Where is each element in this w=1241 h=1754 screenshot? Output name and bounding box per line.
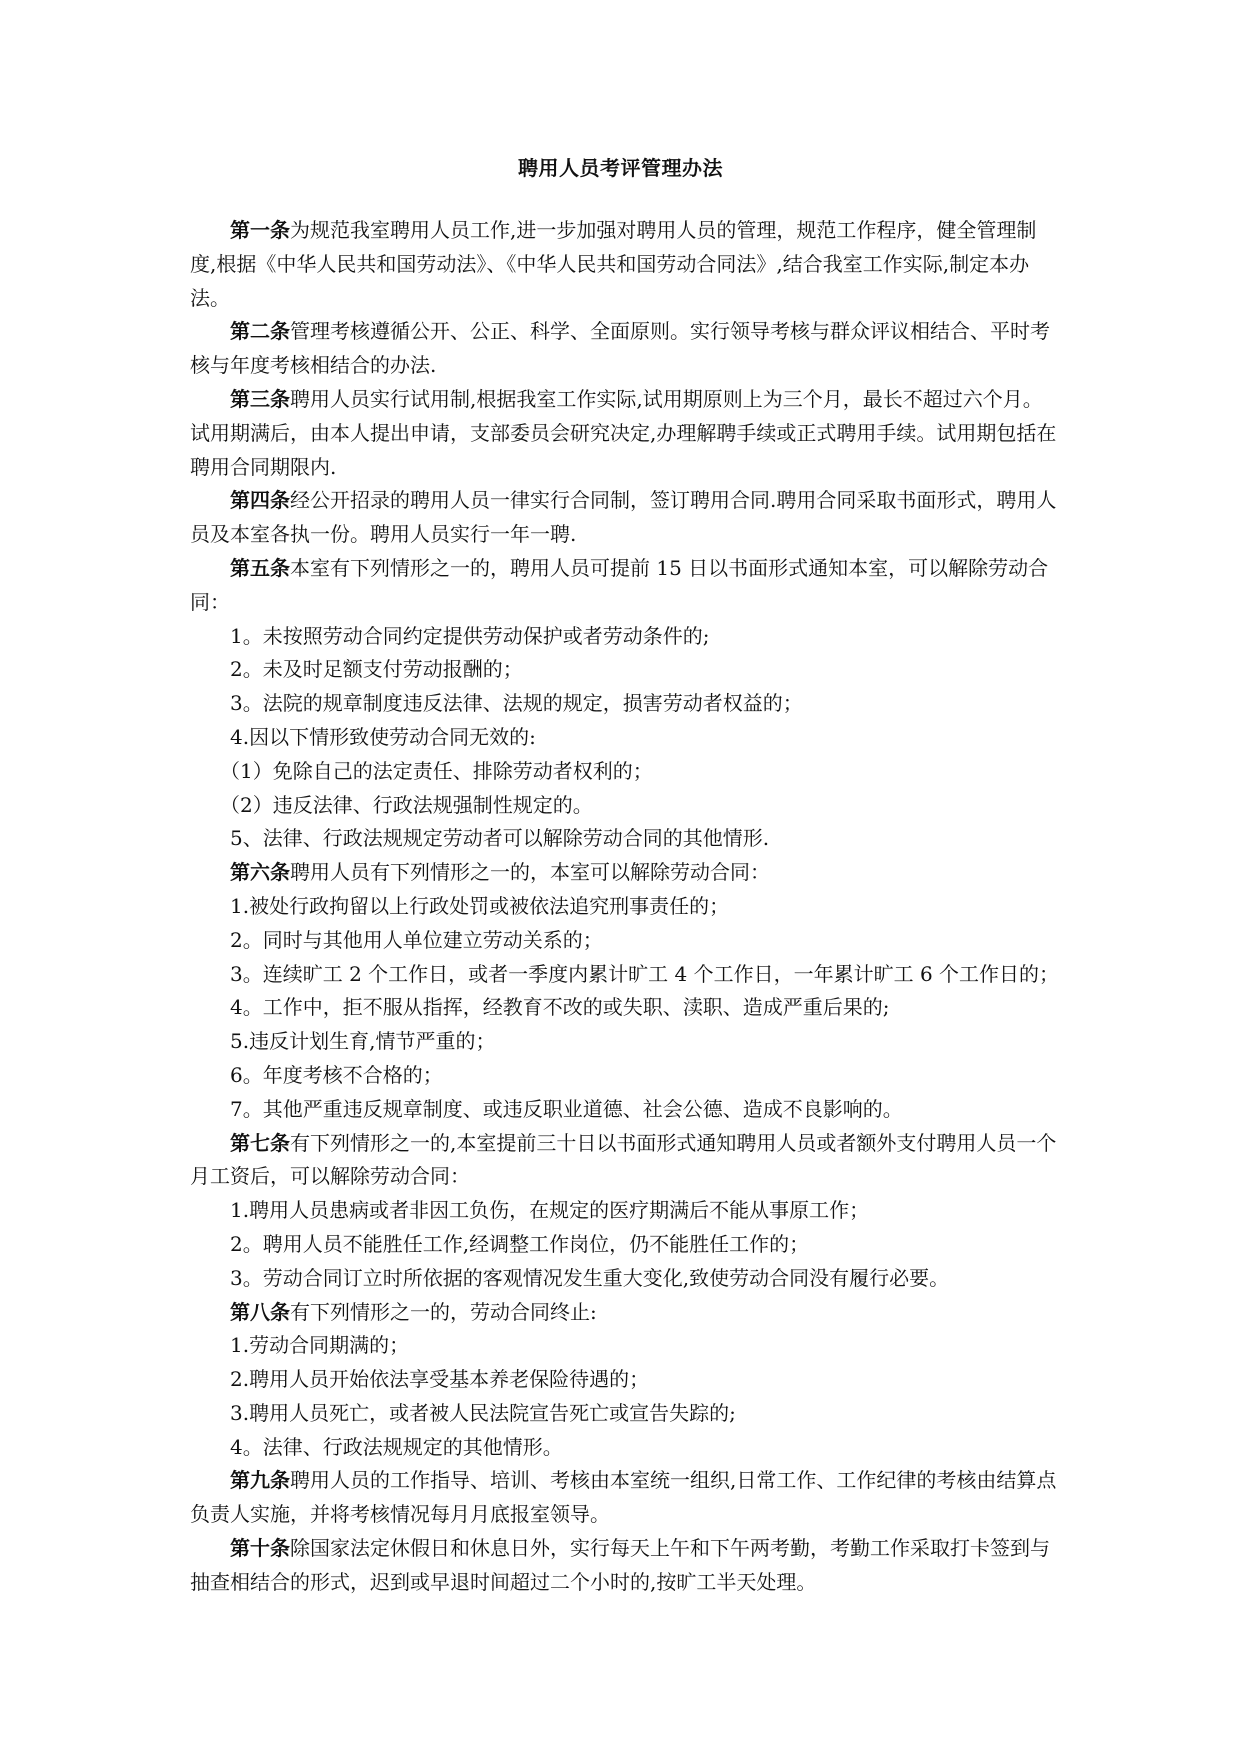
sub-list-item: （1）免除自己的法定责任、排除劳动者权利的； [220, 758, 653, 783]
list-item: 6。年度考核不合格的； [230, 1062, 443, 1087]
list-item: 3。劳动合同订立时所依据的客观情况发生重大变化,致使劳动合同没有履行必要。 [230, 1265, 950, 1290]
list-item: 1。未按照劳动合同约定提供劳动保护或者劳动条件的; [230, 623, 710, 648]
article-text: 经公开招录的聘用人员一律实行合同制，签订聘用合同.聘用合同采取书面形式，聘用人员及本室各执一份。聘用人员实行一年一聘. [190, 488, 1057, 547]
article-heading: 第三条 [230, 386, 290, 411]
article-text: 本室有下列情形之一的，聘用人员可提前 15 日以书面形式通知本室，可以解除劳动合同： [190, 555, 1049, 614]
article-5 [190, 552, 1060, 620]
article-text: 有下列情形之一的，劳动合同终止: [290, 1299, 597, 1324]
article-7 [190, 1127, 1060, 1195]
document-body [190, 214, 1060, 1600]
list-item: 5.违反计划生育,情节严重的； [230, 1029, 496, 1054]
list-item: 2。同时与其他用人单位建立劳动关系的； [230, 927, 603, 952]
article-4 [190, 484, 1060, 552]
article-6 [190, 856, 1060, 890]
list-item: 2。聘用人员不能胜任工作,经调整工作岗位，仍不能胜任工作的； [230, 1231, 810, 1256]
article-8 [190, 1296, 1060, 1330]
list-item: 4。法律、行政法规规定的其他情形。 [230, 1434, 563, 1459]
article-text: 管理考核遵循公开、公正、科学、全面原则。实行领导考核与群众评议相结合、平时考核与年度考核相结合的办法. [190, 319, 1050, 378]
article-2 [190, 315, 1060, 383]
article-text: 聘用人员实行试用制,根据我室工作实际,试用期原则上为三个月，最长不超过六个月。试用期满后，由本人提出申请，支部委员会研究决定,办理解聘手续或正式聘用手续。试用期包括在聘用合同期限内. [190, 386, 1057, 479]
article-heading: 第八条 [230, 1299, 290, 1324]
list-item: 3。法院的规章制度违反法律、法规的规定，损害劳动者权益的； [230, 691, 803, 716]
article-heading: 第七条 [230, 1130, 290, 1155]
list-item: 7。其他严重违反规章制度、或违反职业道德、社会公德、造成不良影响的。 [230, 1096, 903, 1121]
sub-list-item: （2）违反法律、行政法规强制性规定的。 [220, 792, 593, 817]
article-text: 除国家法定休假日和休息日外，实行每天上午和下午两考勤，考勤工作采取打卡签到与抽查相结合的形式，迟到或早退时间超过二个小时的,按旷工半天处理。 [190, 1536, 1050, 1594]
list-item: 2.聘用人员开始依法享受基本养老保险待遇的； [230, 1367, 650, 1392]
article-heading: 第一条 [230, 218, 290, 242]
article-heading: 第五条 [230, 555, 290, 580]
article-10 [190, 1532, 1060, 1600]
article-heading: 第九条 [230, 1468, 290, 1493]
article-text: 为规范我室聘用人员工作,进一步加强对聘用人员的管理，规范工作程序，健全管理制度,根据《中华人民共和国劳动法》、《中华人民共和国劳动合同法》,结合我室工作实际,制定本办法。 [190, 218, 1037, 310]
list-item: 4。工作中，拒不服从指挥，经教育不改的或失职、渎职、造成严重后果的; [230, 995, 890, 1020]
article-heading: 第二条 [230, 319, 290, 344]
article-heading: 第四条 [230, 488, 290, 513]
list-item: 2。未及时足额支付劳动报酬的； [230, 657, 523, 682]
list-item: 4.因以下情形致使劳动合同无效的: [230, 724, 536, 749]
article-3 [190, 383, 1060, 484]
article-1 [190, 214, 1060, 315]
list-item: 5、法律、行政法规规定劳动者可以解除劳动合同的其他情形. [230, 826, 770, 851]
document-title: 聘用人员考评管理办法 [518, 156, 723, 180]
list-item: 1.被处行政拘留以上行政处罚或被依法追究刑事责任的； [230, 893, 730, 918]
article-text: 有下列情形之一的,本室提前三十日以书面形式通知聘用人员或者额外支付聘用人员一个月工资后，可以解除劳动合同： [190, 1130, 1057, 1189]
list-item-wrapped: 3。连续旷工 2 个工作日，或者一季度内累计旷工 4 个工作日，一年累计旷工 6 个工作日的； [230, 961, 1060, 986]
article-text: 聘用人员有下列情形之一的，本室可以解除劳动合同： [290, 860, 770, 885]
list-item: 1.劳动合同期满的； [230, 1333, 410, 1358]
article-9 [190, 1464, 1060, 1532]
article-heading: 第六条 [230, 860, 290, 885]
list-item: 1.聘用人员患病或者非因工负伤，在规定的医疗期满后不能从事原工作； [230, 1198, 870, 1223]
article-heading: 第十条 [230, 1536, 290, 1561]
article-text: 聘用人员的工作指导、培训、考核由本室统一组织,日常工作、工作纪律的考核由结算点负责人实施，并将考核情况每月月底报室领导。 [190, 1468, 1057, 1527]
list-item: 3.聘用人员死亡，或者被人民法院宣告死亡或宣告失踪的; [230, 1400, 736, 1425]
